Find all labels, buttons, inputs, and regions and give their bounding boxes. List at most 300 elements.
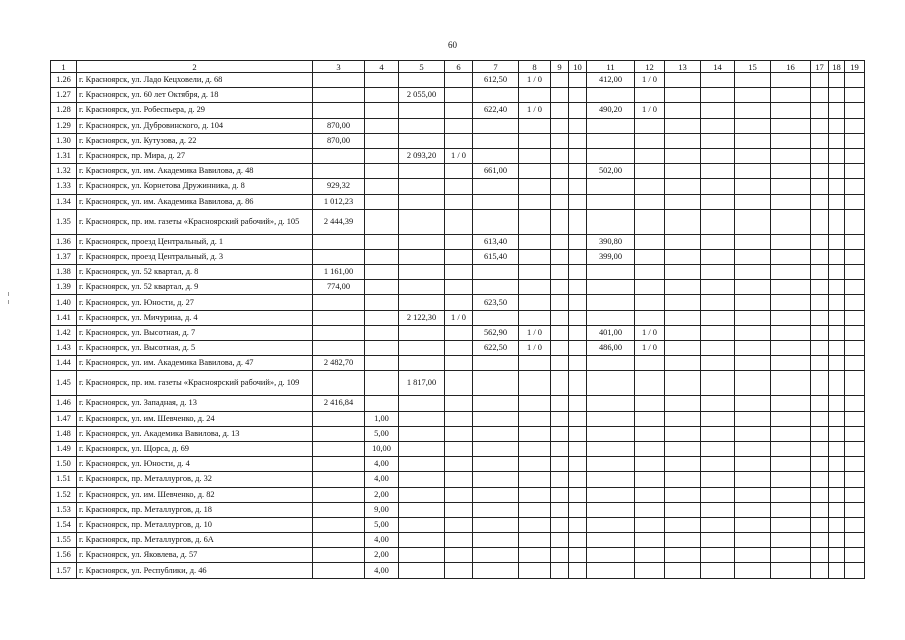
address-cell: г. Красноярск, ул. Высотная, д. 5 <box>77 341 313 356</box>
value-cell-col-13 <box>665 548 701 563</box>
header-row <box>51 61 865 73</box>
value-cell-col-6 <box>445 426 473 441</box>
value-cell-col-12 <box>635 533 665 548</box>
value-cell-col-6 <box>445 341 473 356</box>
value-cell-col-6 <box>445 179 473 194</box>
value-cell-col-4: 4,00 <box>365 563 399 578</box>
value-cell-col-8 <box>519 88 551 103</box>
value-cell-col-9 <box>551 426 569 441</box>
row-number: 1.38 <box>51 265 77 280</box>
value-cell-col-5: 2 055,00 <box>399 88 445 103</box>
value-cell-col-8 <box>519 280 551 295</box>
value-cell-col-17 <box>811 371 829 396</box>
column-header-18: 18 <box>829 61 845 73</box>
value-cell-col-8 <box>519 133 551 148</box>
value-cell-col-18 <box>829 396 845 411</box>
value-cell-col-11 <box>587 310 635 325</box>
value-cell-col-15 <box>735 310 771 325</box>
value-cell-col-3: 929,32 <box>313 179 365 194</box>
value-cell-col-11 <box>587 179 635 194</box>
value-cell-col-18 <box>829 371 845 396</box>
value-cell-col-9 <box>551 371 569 396</box>
value-cell-col-12 <box>635 502 665 517</box>
row-number: 1.42 <box>51 325 77 340</box>
address-cell: г. Красноярск, ул. Дубровинского, д. 104 <box>77 118 313 133</box>
value-cell-col-7 <box>473 517 519 532</box>
value-cell-col-12 <box>635 441 665 456</box>
value-cell-col-4 <box>365 325 399 340</box>
value-cell-col-3: 774,00 <box>313 280 365 295</box>
table-row <box>51 88 865 103</box>
value-cell-col-15 <box>735 457 771 472</box>
value-cell-col-11 <box>587 563 635 578</box>
column-header-7: 7 <box>473 61 519 73</box>
address-cell: г. Красноярск, ул. Юности, д. 27 <box>77 295 313 310</box>
value-cell-col-15 <box>735 533 771 548</box>
value-cell-col-15 <box>735 341 771 356</box>
value-cell-col-15 <box>735 148 771 163</box>
value-cell-col-6 <box>445 533 473 548</box>
value-cell-col-19 <box>845 411 865 426</box>
address-cell: г. Красноярск, ул. им. Академика Вавилова, д. 47 <box>77 356 313 371</box>
value-cell-col-5 <box>399 533 445 548</box>
value-cell-col-8 <box>519 517 551 532</box>
value-cell-col-19 <box>845 265 865 280</box>
address-cell: г. Красноярск, ул. Щорса, д. 69 <box>77 441 313 456</box>
value-cell-col-6 <box>445 441 473 456</box>
value-cell-col-12 <box>635 472 665 487</box>
value-cell-col-6 <box>445 563 473 578</box>
row-number: 1.53 <box>51 502 77 517</box>
value-cell-col-8 <box>519 533 551 548</box>
value-cell-col-9 <box>551 502 569 517</box>
value-cell-col-7 <box>473 426 519 441</box>
value-cell-col-9 <box>551 88 569 103</box>
value-cell-col-10 <box>569 371 587 396</box>
table-row <box>51 457 865 472</box>
value-cell-col-15 <box>735 396 771 411</box>
row-number: 1.32 <box>51 164 77 179</box>
value-cell-col-13 <box>665 325 701 340</box>
value-cell-col-5 <box>399 426 445 441</box>
value-cell-col-18 <box>829 295 845 310</box>
value-cell-col-19 <box>845 341 865 356</box>
table-row <box>51 295 865 310</box>
value-cell-col-9 <box>551 517 569 532</box>
value-cell-col-13 <box>665 73 701 88</box>
value-cell-col-18 <box>829 103 845 118</box>
value-cell-col-16 <box>771 295 811 310</box>
table-row <box>51 249 865 264</box>
value-cell-col-4 <box>365 249 399 264</box>
value-cell-col-5 <box>399 356 445 371</box>
value-cell-col-11: 502,00 <box>587 164 635 179</box>
value-cell-col-8 <box>519 179 551 194</box>
value-cell-col-8 <box>519 265 551 280</box>
table-row <box>51 148 865 163</box>
value-cell-col-17 <box>811 194 829 209</box>
address-cell: г. Красноярск, ул. 52 квартал, д. 9 <box>77 280 313 295</box>
value-cell-col-7 <box>473 209 519 234</box>
value-cell-col-17 <box>811 164 829 179</box>
value-cell-col-5 <box>399 517 445 532</box>
value-cell-col-9 <box>551 411 569 426</box>
table-row <box>51 133 865 148</box>
value-cell-col-14 <box>701 563 735 578</box>
value-cell-col-13 <box>665 517 701 532</box>
value-cell-col-10 <box>569 234 587 249</box>
value-cell-col-13 <box>665 234 701 249</box>
value-cell-col-16 <box>771 548 811 563</box>
row-number: 1.55 <box>51 533 77 548</box>
value-cell-col-10 <box>569 148 587 163</box>
value-cell-col-5 <box>399 133 445 148</box>
value-cell-col-9 <box>551 118 569 133</box>
table-row <box>51 356 865 371</box>
value-cell-col-4: 2,00 <box>365 548 399 563</box>
value-cell-col-8: 1 / 0 <box>519 73 551 88</box>
value-cell-col-8 <box>519 563 551 578</box>
value-cell-col-5 <box>399 411 445 426</box>
value-cell-col-13 <box>665 563 701 578</box>
value-cell-col-3 <box>313 249 365 264</box>
value-cell-col-11 <box>587 280 635 295</box>
table-row <box>51 179 865 194</box>
value-cell-col-8 <box>519 472 551 487</box>
value-cell-col-11 <box>587 396 635 411</box>
table-row <box>51 341 865 356</box>
value-cell-col-8 <box>519 502 551 517</box>
value-cell-col-14 <box>701 133 735 148</box>
value-cell-col-14 <box>701 148 735 163</box>
value-cell-col-6: 1 / 0 <box>445 310 473 325</box>
value-cell-col-6 <box>445 396 473 411</box>
value-cell-col-18 <box>829 133 845 148</box>
value-cell-col-10 <box>569 517 587 532</box>
value-cell-col-7 <box>473 148 519 163</box>
value-cell-col-16 <box>771 280 811 295</box>
address-register-table <box>50 60 865 579</box>
value-cell-col-16 <box>771 472 811 487</box>
value-cell-col-3 <box>313 487 365 502</box>
value-cell-col-18 <box>829 517 845 532</box>
value-cell-col-11 <box>587 209 635 234</box>
value-cell-col-19 <box>845 194 865 209</box>
column-header-3: 3 <box>313 61 365 73</box>
value-cell-col-9 <box>551 396 569 411</box>
value-cell-col-12 <box>635 563 665 578</box>
value-cell-col-10 <box>569 118 587 133</box>
value-cell-col-5 <box>399 441 445 456</box>
value-cell-col-15 <box>735 194 771 209</box>
value-cell-col-7 <box>473 441 519 456</box>
value-cell-col-6 <box>445 325 473 340</box>
value-cell-col-16 <box>771 371 811 396</box>
value-cell-col-6 <box>445 295 473 310</box>
value-cell-col-18 <box>829 194 845 209</box>
value-cell-col-5 <box>399 487 445 502</box>
column-header-14: 14 <box>701 61 735 73</box>
table-body <box>51 73 865 579</box>
value-cell-col-6 <box>445 411 473 426</box>
table-row <box>51 73 865 88</box>
value-cell-col-18 <box>829 441 845 456</box>
value-cell-col-8 <box>519 295 551 310</box>
value-cell-col-5 <box>399 73 445 88</box>
row-number: 1.40 <box>51 295 77 310</box>
row-number: 1.51 <box>51 472 77 487</box>
value-cell-col-4 <box>365 234 399 249</box>
value-cell-col-12 <box>635 457 665 472</box>
value-cell-col-9 <box>551 548 569 563</box>
value-cell-col-19 <box>845 457 865 472</box>
value-cell-col-5 <box>399 548 445 563</box>
value-cell-col-7: 613,40 <box>473 234 519 249</box>
value-cell-col-11 <box>587 533 635 548</box>
value-cell-col-4 <box>365 133 399 148</box>
value-cell-col-6 <box>445 73 473 88</box>
value-cell-col-3 <box>313 73 365 88</box>
value-cell-col-14 <box>701 502 735 517</box>
value-cell-col-7 <box>473 310 519 325</box>
value-cell-col-15 <box>735 265 771 280</box>
value-cell-col-14 <box>701 441 735 456</box>
address-cell: г. Красноярск, ул. Высотная, д. 7 <box>77 325 313 340</box>
value-cell-col-7 <box>473 563 519 578</box>
value-cell-col-3 <box>313 295 365 310</box>
value-cell-col-3 <box>313 341 365 356</box>
value-cell-col-17 <box>811 563 829 578</box>
value-cell-col-19 <box>845 295 865 310</box>
value-cell-col-8: 1 / 0 <box>519 325 551 340</box>
address-cell: г. Красноярск, ул. им. Академика Вавилова, д. 86 <box>77 194 313 209</box>
value-cell-col-13 <box>665 441 701 456</box>
value-cell-col-13 <box>665 472 701 487</box>
row-number: 1.30 <box>51 133 77 148</box>
value-cell-col-13 <box>665 457 701 472</box>
value-cell-col-12: 1 / 0 <box>635 341 665 356</box>
value-cell-col-8 <box>519 548 551 563</box>
address-cell: г. Красноярск, ул. Мичурина, д. 4 <box>77 310 313 325</box>
value-cell-col-18 <box>829 209 845 234</box>
table-row <box>51 209 865 234</box>
value-cell-col-5 <box>399 325 445 340</box>
value-cell-col-15 <box>735 548 771 563</box>
row-number: 1.56 <box>51 548 77 563</box>
value-cell-col-14 <box>701 411 735 426</box>
row-number: 1.54 <box>51 517 77 532</box>
value-cell-col-15 <box>735 502 771 517</box>
value-cell-col-16 <box>771 164 811 179</box>
value-cell-col-18 <box>829 148 845 163</box>
value-cell-col-13 <box>665 88 701 103</box>
value-cell-col-10 <box>569 310 587 325</box>
value-cell-col-15 <box>735 280 771 295</box>
value-cell-col-5 <box>399 249 445 264</box>
column-header-10: 10 <box>569 61 587 73</box>
value-cell-col-9 <box>551 234 569 249</box>
value-cell-col-16 <box>771 209 811 234</box>
binding-margin-mark <box>8 300 9 304</box>
value-cell-col-4 <box>365 265 399 280</box>
value-cell-col-16 <box>771 118 811 133</box>
address-cell: г. Красноярск, проезд Центральный, д. 3 <box>77 249 313 264</box>
value-cell-col-14 <box>701 356 735 371</box>
value-cell-col-7: 623,50 <box>473 295 519 310</box>
value-cell-col-10 <box>569 472 587 487</box>
value-cell-col-9 <box>551 441 569 456</box>
value-cell-col-19 <box>845 234 865 249</box>
address-cell: г. Красноярск, ул. Юности, д. 4 <box>77 457 313 472</box>
value-cell-col-5 <box>399 194 445 209</box>
value-cell-col-7 <box>473 356 519 371</box>
value-cell-col-5 <box>399 396 445 411</box>
value-cell-col-7 <box>473 411 519 426</box>
value-cell-col-10 <box>569 179 587 194</box>
value-cell-col-12 <box>635 310 665 325</box>
table-row <box>51 164 865 179</box>
value-cell-col-16 <box>771 411 811 426</box>
page-number: 60 <box>448 40 457 50</box>
value-cell-col-12: 1 / 0 <box>635 325 665 340</box>
value-cell-col-17 <box>811 280 829 295</box>
value-cell-col-7 <box>473 487 519 502</box>
value-cell-col-3 <box>313 426 365 441</box>
value-cell-col-4 <box>365 73 399 88</box>
value-cell-col-8 <box>519 194 551 209</box>
value-cell-col-16 <box>771 356 811 371</box>
value-cell-col-5 <box>399 118 445 133</box>
value-cell-col-15 <box>735 441 771 456</box>
value-cell-col-4 <box>365 371 399 396</box>
value-cell-col-11 <box>587 133 635 148</box>
value-cell-col-6 <box>445 133 473 148</box>
value-cell-col-14 <box>701 118 735 133</box>
address-cell: г. Красноярск, ул. Яковлева, д. 57 <box>77 548 313 563</box>
value-cell-col-19 <box>845 249 865 264</box>
value-cell-col-16 <box>771 457 811 472</box>
value-cell-col-12 <box>635 88 665 103</box>
value-cell-col-14 <box>701 325 735 340</box>
value-cell-col-15 <box>735 295 771 310</box>
value-cell-col-4 <box>365 164 399 179</box>
value-cell-col-19 <box>845 502 865 517</box>
value-cell-col-8: 1 / 0 <box>519 103 551 118</box>
address-cell: г. Красноярск, ул. Робеспьера, д. 29 <box>77 103 313 118</box>
value-cell-col-12 <box>635 265 665 280</box>
row-number: 1.35 <box>51 209 77 234</box>
value-cell-col-13 <box>665 356 701 371</box>
value-cell-col-13 <box>665 133 701 148</box>
value-cell-col-9 <box>551 73 569 88</box>
value-cell-col-13 <box>665 164 701 179</box>
value-cell-col-18 <box>829 325 845 340</box>
value-cell-col-15 <box>735 73 771 88</box>
value-cell-col-5 <box>399 179 445 194</box>
value-cell-col-9 <box>551 487 569 502</box>
value-cell-col-16 <box>771 103 811 118</box>
value-cell-col-7 <box>473 371 519 396</box>
value-cell-col-17 <box>811 249 829 264</box>
value-cell-col-4 <box>365 194 399 209</box>
value-cell-col-17 <box>811 88 829 103</box>
value-cell-col-6 <box>445 280 473 295</box>
value-cell-col-9 <box>551 472 569 487</box>
value-cell-col-10 <box>569 563 587 578</box>
table-row <box>51 517 865 532</box>
column-header-11: 11 <box>587 61 635 73</box>
value-cell-col-18 <box>829 73 845 88</box>
value-cell-col-8 <box>519 249 551 264</box>
value-cell-col-10 <box>569 133 587 148</box>
row-number: 1.44 <box>51 356 77 371</box>
value-cell-col-8: 1 / 0 <box>519 341 551 356</box>
value-cell-col-17 <box>811 411 829 426</box>
value-cell-col-8 <box>519 164 551 179</box>
value-cell-col-18 <box>829 457 845 472</box>
value-cell-col-8 <box>519 371 551 396</box>
value-cell-col-10 <box>569 426 587 441</box>
value-cell-col-3 <box>313 533 365 548</box>
value-cell-col-13 <box>665 502 701 517</box>
value-cell-col-11 <box>587 194 635 209</box>
value-cell-col-17 <box>811 310 829 325</box>
value-cell-col-13 <box>665 426 701 441</box>
value-cell-col-6 <box>445 517 473 532</box>
value-cell-col-15 <box>735 487 771 502</box>
value-cell-col-8 <box>519 426 551 441</box>
table-row <box>51 396 865 411</box>
value-cell-col-7 <box>473 280 519 295</box>
value-cell-col-15 <box>735 179 771 194</box>
value-cell-col-10 <box>569 396 587 411</box>
table-row <box>51 426 865 441</box>
value-cell-col-6 <box>445 502 473 517</box>
value-cell-col-12 <box>635 234 665 249</box>
value-cell-col-12 <box>635 249 665 264</box>
value-cell-col-7: 661,00 <box>473 164 519 179</box>
value-cell-col-4: 4,00 <box>365 533 399 548</box>
value-cell-col-11 <box>587 148 635 163</box>
value-cell-col-10 <box>569 411 587 426</box>
address-cell: г. Красноярск, ул. Западная, д. 13 <box>77 396 313 411</box>
value-cell-col-19 <box>845 356 865 371</box>
value-cell-col-17 <box>811 457 829 472</box>
value-cell-col-6 <box>445 356 473 371</box>
value-cell-col-13 <box>665 396 701 411</box>
value-cell-col-17 <box>811 133 829 148</box>
value-cell-col-16 <box>771 179 811 194</box>
value-cell-col-10 <box>569 548 587 563</box>
value-cell-col-5 <box>399 341 445 356</box>
value-cell-col-7 <box>473 118 519 133</box>
address-cell: г. Красноярск, пр. Металлургов, д. 10 <box>77 517 313 532</box>
value-cell-col-10 <box>569 280 587 295</box>
value-cell-col-7: 562,90 <box>473 325 519 340</box>
column-number-header <box>51 61 865 73</box>
value-cell-col-16 <box>771 441 811 456</box>
value-cell-col-18 <box>829 548 845 563</box>
value-cell-col-17 <box>811 426 829 441</box>
value-cell-col-6 <box>445 487 473 502</box>
column-header-12: 12 <box>635 61 665 73</box>
value-cell-col-15 <box>735 426 771 441</box>
value-cell-col-9 <box>551 533 569 548</box>
value-cell-col-18 <box>829 88 845 103</box>
value-cell-col-14 <box>701 209 735 234</box>
value-cell-col-10 <box>569 73 587 88</box>
value-cell-col-6 <box>445 88 473 103</box>
